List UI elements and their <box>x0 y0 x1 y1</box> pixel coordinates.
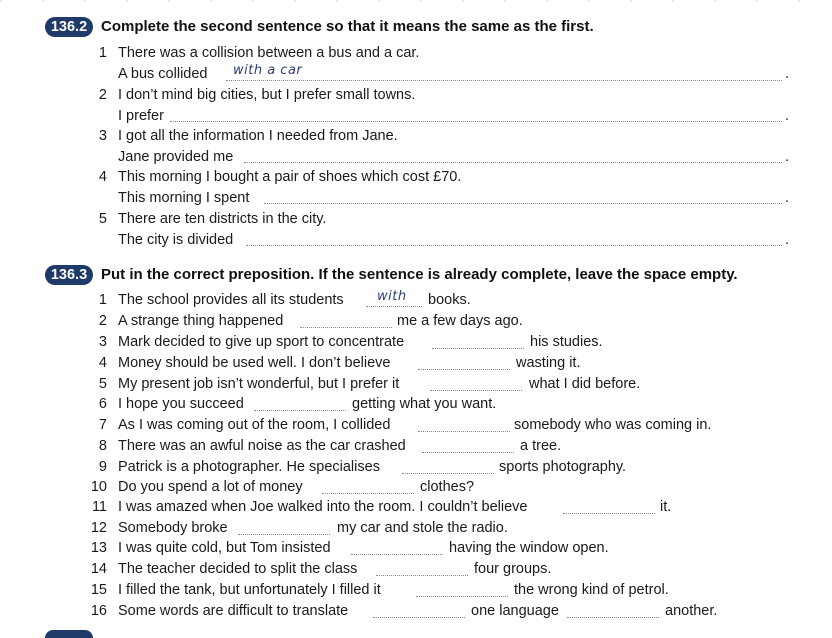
item-number: 12 <box>90 520 107 536</box>
answer-blank[interactable] <box>402 473 494 474</box>
item-number: 3 <box>98 128 107 144</box>
sentence-after: clothes? <box>420 479 475 495</box>
answer-blank[interactable] <box>567 617 659 618</box>
sentence-before: The school provides all its students <box>118 292 344 308</box>
answer-line[interactable] <box>246 245 782 246</box>
answer-blank[interactable] <box>418 369 510 370</box>
sentence-before: As I was coming out of the room, I collided <box>118 417 391 433</box>
period: . <box>785 149 790 165</box>
answer-blank[interactable] <box>563 513 655 514</box>
sentence-before: A strange thing happened <box>118 313 284 329</box>
second-sentence-start: Jane provided me <box>118 149 234 165</box>
answer-blank[interactable] <box>373 617 465 618</box>
sentence-after: another. <box>665 603 718 619</box>
item-number: 6 <box>98 396 107 412</box>
sentence-after: sports photography. <box>499 459 627 475</box>
answer-blank[interactable] <box>432 348 524 349</box>
item-number: 9 <box>98 459 107 475</box>
item-number: 5 <box>98 376 107 392</box>
next-exercise-badge-edge <box>45 630 93 638</box>
item-number: 1 <box>98 45 107 61</box>
answer-line[interactable] <box>264 203 782 204</box>
first-sentence: There was a collision between a bus and a car. <box>118 45 420 61</box>
answer-line[interactable] <box>244 162 782 163</box>
first-sentence: I got all the information I needed from Jane. <box>118 128 398 144</box>
answer-blank[interactable] <box>376 575 468 576</box>
sentence-before: I was amazed when Joe walked into the room. I couldn’t believe <box>118 499 528 515</box>
sentence-middle: one language <box>471 603 559 619</box>
sentence-before: My present job isn’t wonderful, but I prefer it <box>118 376 400 392</box>
sentence-before: I filled the tank, but unfortunately I filled it <box>118 582 381 598</box>
item-number: 2 <box>98 313 107 329</box>
sentence-before: Mark decided to give up sport to concentrate <box>118 334 405 350</box>
item-number: 4 <box>98 355 107 371</box>
first-sentence: This morning I bought a pair of shoes which cost £70. <box>118 169 462 185</box>
sentence-before: Patrick is a photographer. He specialises <box>118 459 380 475</box>
item-number: 3 <box>98 334 107 350</box>
second-sentence-start: This morning I spent <box>118 190 250 206</box>
second-sentence-start: A bus collided <box>118 66 208 82</box>
item-number: 13 <box>90 540 107 556</box>
sentence-after: somebody who was coming in. <box>514 417 712 433</box>
item-number: 4 <box>98 169 107 185</box>
sentence-after: books. <box>428 292 471 308</box>
sentence-after: getting what you want. <box>352 396 497 412</box>
first-sentence: There are ten districts in the city. <box>118 211 327 227</box>
item-number: 11 <box>91 499 107 515</box>
answer-blank[interactable] <box>300 327 392 328</box>
item-number: 16 <box>90 603 107 619</box>
item-number: 15 <box>90 582 107 598</box>
answer-blank[interactable] <box>322 493 414 494</box>
answer-line[interactable] <box>170 121 782 122</box>
period: . <box>785 232 790 248</box>
exercise-number-badge: 136.2 <box>45 17 93 37</box>
sentence-after: having the window open. <box>449 540 609 556</box>
second-sentence-start: I prefer <box>118 108 164 124</box>
answer-blank[interactable] <box>422 452 514 453</box>
first-sentence: I don’t mind big cities, but I prefer small towns. <box>118 87 416 103</box>
exercise-instruction: Complete the second sentence so that it means the same as the first. <box>101 18 594 35</box>
answer-blank[interactable] <box>430 390 522 391</box>
sentence-before: There was an awful noise as the car crashed <box>118 438 406 454</box>
sentence-after: four groups. <box>474 561 552 577</box>
period: . <box>785 190 790 206</box>
answer-blank[interactable] <box>418 431 510 432</box>
answer-blank[interactable] <box>254 410 346 411</box>
answer-blank[interactable] <box>238 534 330 535</box>
exercise-instruction: Put in the correct preposition. If the sentence is already complete, leave the space empty. <box>101 266 738 283</box>
item-number: 14 <box>90 561 107 577</box>
sentence-after: what I did before. <box>529 376 641 392</box>
sentence-before: Do you spend a lot of money <box>118 479 303 495</box>
sentence-before: The teacher decided to split the class <box>118 561 358 577</box>
period: . <box>785 108 790 124</box>
item-number: 8 <box>98 438 107 454</box>
answer-blank[interactable] <box>416 596 508 597</box>
sentence-before: Money should be used well. I don’t believe <box>118 355 391 371</box>
item-number: 5 <box>98 211 107 227</box>
sentence-after: his studies. <box>530 334 603 350</box>
sentence-after: a tree. <box>520 438 562 454</box>
sentence-after: wasting it. <box>516 355 581 371</box>
sentence-before: I hope you succeed <box>118 396 244 412</box>
exercise-number-badge: 136.3 <box>45 265 93 285</box>
item-number: 7 <box>98 417 107 433</box>
sentence-before: Some words are difficult to translate <box>118 603 349 619</box>
sentence-before: Somebody broke <box>118 520 228 536</box>
answer-line[interactable] <box>226 80 782 81</box>
period: . <box>785 66 790 82</box>
top-page-edge <box>0 0 832 3</box>
handwritten-answer: with <box>377 289 407 304</box>
item-number: 1 <box>98 292 107 308</box>
sentence-after: the wrong kind of petrol. <box>514 582 669 598</box>
handwritten-answer: with a car <box>233 63 303 78</box>
sentence-before: I was quite cold, but Tom insisted <box>118 540 331 556</box>
answer-blank[interactable] <box>351 554 443 555</box>
sentence-after: it. <box>660 499 672 515</box>
sentence-after: my car and stole the radio. <box>337 520 508 536</box>
second-sentence-start: The city is divided <box>118 232 234 248</box>
sentence-after: me a few days ago. <box>397 313 523 329</box>
item-number: 10 <box>90 479 107 495</box>
item-number: 2 <box>98 87 107 103</box>
answer-blank[interactable] <box>366 306 422 307</box>
